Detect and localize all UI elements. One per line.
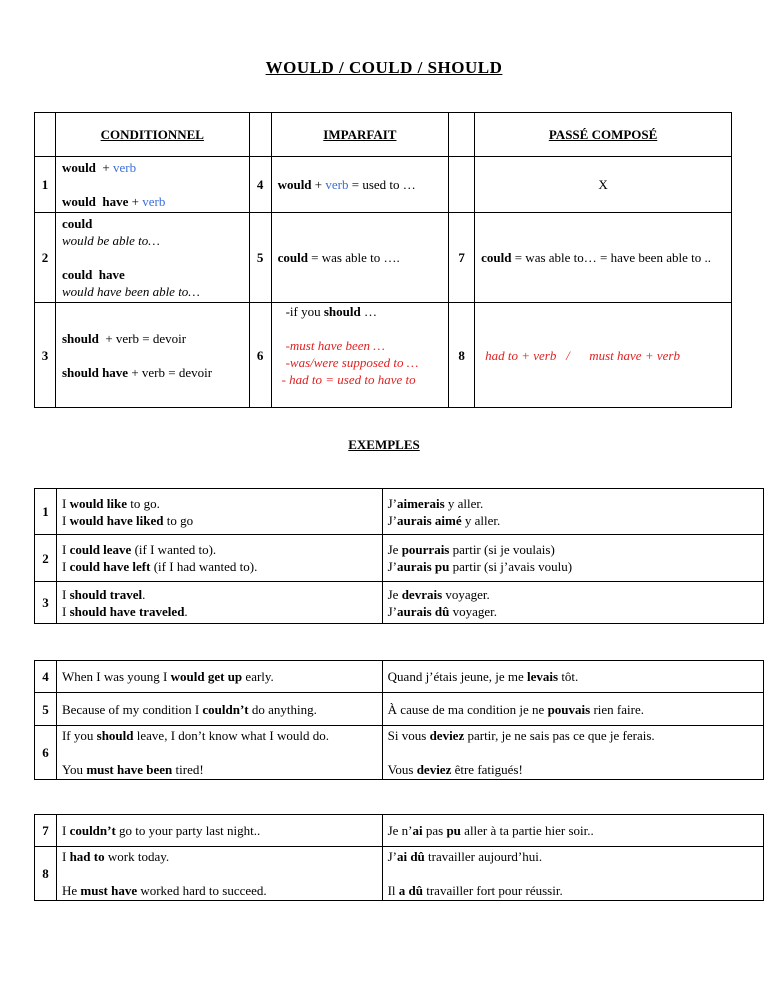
french-sentence-cell (382, 847, 763, 901)
example-row (35, 815, 764, 847)
sentence-text: early. (242, 669, 274, 684)
example-number: 2 (35, 535, 57, 582)
sentence-text: go to your party last night.. (115, 823, 261, 838)
sentence-text: tired! (172, 762, 204, 777)
examples-table-2 (34, 660, 764, 780)
imparfait-cell: -if you should … -must have been … -was/were supposed to … - had to = used to have to (271, 303, 449, 408)
row-number: 8 (449, 303, 475, 408)
english-sentence-cell (56, 582, 382, 624)
sentence-line (62, 603, 377, 620)
sentence-text: aller à ta partie hier soir.. (460, 823, 594, 838)
sentence-text: I (61, 495, 70, 511)
header-number-cell (249, 113, 271, 157)
sentence-line (388, 727, 758, 744)
sentence-line (62, 558, 377, 575)
example-row (35, 582, 764, 624)
sentence-text: rien faire. (590, 701, 644, 717)
header-number-cell (449, 113, 475, 157)
modal-verb: should travel (69, 586, 143, 602)
modal-verb: pouvais (547, 701, 591, 717)
header-conditionnel: CONDITIONNEL (55, 113, 249, 157)
sentence-text: J’ (387, 603, 397, 619)
passe-compose-cell: could = was able to… = have been able to .. (475, 213, 732, 303)
example-number: 7 (35, 815, 57, 847)
modal-verb: should (96, 728, 134, 743)
sentence-text: J’ (387, 559, 397, 574)
sentence-text: À cause de ma condition je ne (387, 701, 548, 717)
row-number: 7 (449, 213, 475, 303)
sentence-text: I (61, 849, 70, 864)
sentence-text: I (61, 586, 70, 602)
passe-compose-cell: X (475, 157, 732, 213)
header-passe-compose: PASSÉ COMPOSÉ (475, 113, 732, 157)
modal-verb: deviez (416, 762, 452, 777)
sentence-line (62, 668, 377, 685)
sentence-text: (if I had wanted to). (150, 559, 258, 574)
example-number: 5 (35, 693, 57, 726)
sentence-text: You (61, 762, 87, 777)
header-imparfait: IMPARFAIT (271, 113, 449, 157)
sentence-text: I (61, 603, 70, 619)
example-row (35, 693, 764, 726)
sentence-text: I (61, 823, 70, 838)
sentence-line (388, 882, 758, 899)
modal-verb: could have left (69, 559, 151, 574)
modal-verb: pourrais (401, 542, 450, 557)
sentence-text: I (61, 559, 70, 574)
modal-verb: must have been (86, 762, 173, 777)
sentence-text: do anything. (248, 701, 317, 717)
modal-verb: couldn’t (69, 823, 116, 838)
sentence-text: J’ (387, 849, 397, 864)
example-number: 1 (35, 489, 57, 535)
modal-verb: could leave (69, 542, 132, 557)
sentence-line (388, 495, 758, 512)
modal-verb: ai dû (396, 849, 425, 864)
sentence-text: (if I wanted to). (131, 542, 217, 557)
sentence-text: to go (163, 512, 194, 528)
french-sentence-cell (382, 693, 763, 726)
sentence-text: être fatigués! (451, 762, 523, 777)
english-sentence-cell (56, 489, 382, 535)
sentence-text: J’ (387, 495, 397, 511)
sentence-line (62, 541, 377, 558)
example-row (35, 726, 764, 780)
sentence-line (62, 848, 377, 865)
sentence-text: partir (si je voulais) (449, 542, 555, 557)
modal-verb: should have traveled (69, 603, 185, 619)
sentence-line (388, 668, 758, 685)
modal-verb: aimerais (396, 495, 445, 511)
sentence-line (62, 761, 377, 778)
example-row (35, 535, 764, 582)
modal-verb: ai (412, 823, 423, 838)
example-number: 3 (35, 582, 57, 624)
sentence-line (388, 701, 758, 718)
sentence-line (62, 701, 377, 718)
sentence-text: travailler fort pour réussir. (422, 883, 563, 898)
french-sentence-cell (382, 726, 763, 780)
sentence-text: Because of my condition I (61, 701, 203, 717)
modal-verb: a dû (398, 883, 423, 898)
example-number: 8 (35, 847, 57, 901)
english-sentence-cell (56, 726, 382, 780)
modal-verb: would get up (170, 669, 243, 684)
modal-verb: pu (446, 823, 461, 838)
sentence-text: tôt. (558, 669, 579, 684)
sentence-text: partir (si j’avais voulu) (449, 559, 573, 574)
sentence-text: work today. (104, 849, 170, 864)
sentence-text: Si vous (387, 728, 430, 743)
header-number-cell (35, 113, 56, 157)
sentence-line (62, 586, 377, 603)
sentence-line (388, 848, 758, 865)
example-number: 4 (35, 661, 57, 693)
sentence-line (388, 541, 758, 558)
passe-compose-cell: had to + verb / must have + verb (475, 303, 732, 408)
grammar-table (34, 112, 732, 408)
modal-verb: levais (527, 669, 559, 684)
english-sentence-cell (56, 661, 382, 693)
french-sentence-cell (382, 661, 763, 693)
sentence-text: voyager. (449, 603, 498, 619)
sentence-text: I (61, 512, 70, 528)
sentence-text: Vous (387, 762, 417, 777)
examples-heading: EXEMPLES (348, 437, 420, 452)
sentence-text: Quand j’étais jeune, je me (387, 669, 527, 684)
sentence-text: I (61, 542, 70, 557)
example-row (35, 489, 764, 535)
sentence-line (62, 822, 377, 839)
french-sentence-cell (382, 582, 763, 624)
sentence-text: to go. (127, 495, 160, 511)
sentence-text: When I was young I (61, 669, 171, 684)
example-row (35, 661, 764, 693)
sentence-text: Je (387, 542, 402, 557)
english-sentence-cell (56, 535, 382, 582)
sentence-text: He (61, 883, 81, 898)
english-sentence-cell (56, 693, 382, 726)
modal-verb: devrais (401, 586, 443, 602)
sentence-text: pas (422, 823, 447, 838)
modal-verb: aurais aimé (396, 512, 462, 528)
sentence-line (62, 495, 377, 512)
sentence-line (62, 512, 377, 529)
conditionnel-cell: should + verb = devoir should have + verb = devoir (55, 303, 249, 408)
french-sentence-cell (382, 815, 763, 847)
sentence-line (388, 761, 758, 778)
modal-verb: couldn’t (202, 701, 249, 717)
sentence-text: voyager. (442, 586, 490, 602)
french-sentence-cell (382, 535, 763, 582)
sentence-text: y aller. (444, 495, 484, 511)
sentence-line (388, 558, 758, 575)
row-number: 1 (35, 157, 56, 213)
sentence-line (62, 727, 377, 744)
row-number (449, 157, 475, 213)
sentence-line (62, 882, 377, 899)
row-number: 6 (249, 303, 271, 408)
sentence-text: partir, je ne sais pas ce que je ferais. (464, 728, 655, 743)
page-title: WOULD / COULD / SHOULD (265, 58, 503, 77)
modal-verb: would have liked (69, 512, 164, 528)
row-number: 4 (249, 157, 271, 213)
sentence-text: travailler aujourd’hui. (424, 849, 543, 864)
sentence-text: Je n’ (387, 823, 413, 838)
english-sentence-cell (56, 815, 382, 847)
row-number: 3 (35, 303, 56, 408)
imparfait-cell: could = was able to …. (271, 213, 449, 303)
conditionnel-cell: could would be able to… could have would have been able to… (55, 213, 249, 303)
sentence-line (388, 512, 758, 529)
example-number: 6 (35, 726, 57, 780)
french-sentence-cell (382, 489, 763, 535)
row-number: 5 (249, 213, 271, 303)
sentence-line (388, 603, 758, 620)
imparfait-cell: would + verb = used to … (271, 157, 449, 213)
modal-verb: aurais dû (396, 603, 450, 619)
examples-table-3 (34, 814, 764, 901)
example-row (35, 847, 764, 901)
modal-verb: must have (80, 883, 138, 898)
sentence-text: leave, I don’t know what I would do. (133, 728, 329, 743)
sentence-text: J’ (387, 512, 397, 528)
sentence-text: . (184, 603, 188, 619)
modal-verb: would like (69, 495, 128, 511)
sentence-text: . (142, 586, 146, 602)
sentence-text: Il (387, 883, 399, 898)
sentence-line (388, 822, 758, 839)
row-number: 2 (35, 213, 56, 303)
sentence-text: If you (61, 728, 97, 743)
examples-table-1 (34, 488, 764, 624)
english-sentence-cell (56, 847, 382, 901)
modal-verb: had to (69, 849, 105, 864)
conditionnel-cell: would + verb would have + verb (55, 157, 249, 213)
modal-verb: deviez (429, 728, 465, 743)
modal-verb: aurais pu (396, 559, 450, 574)
sentence-text: y aller. (461, 512, 501, 528)
sentence-text: worked hard to succeed. (137, 883, 267, 898)
sentence-text: Je (387, 586, 402, 602)
sentence-line (388, 586, 758, 603)
